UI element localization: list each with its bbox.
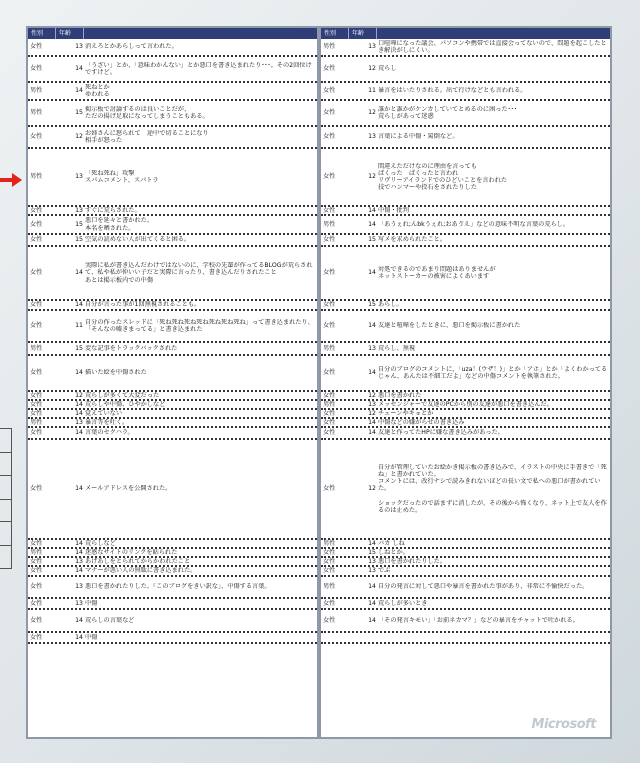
gender-cell: 女性 <box>30 599 43 607</box>
table-row <box>321 247 610 301</box>
age-cell: 14 <box>368 539 376 547</box>
comment-cell: メッセンジャーで友達のPCから別の友達が悪口を書き込んだ。 <box>378 400 553 408</box>
age-cell: 14 <box>75 269 83 277</box>
comment-cell: 「死ね死ね」攻撃 スパムコメント、スパトラ <box>85 169 159 184</box>
table-row <box>28 419 317 428</box>
age-cell: 14 <box>75 616 83 624</box>
age-cell: 14 <box>75 400 83 408</box>
age-cell: 13 <box>75 206 83 214</box>
header-gender: 性別 <box>28 28 56 39</box>
age-cell: 14 <box>368 583 376 591</box>
table-row <box>28 567 317 577</box>
table-row <box>321 392 610 401</box>
age-cell: 12 <box>75 133 83 141</box>
table-row <box>321 610 610 633</box>
gender-cell: 男性 <box>323 43 336 51</box>
gender-cell: 男性 <box>323 220 336 228</box>
gender-cell: 女性 <box>323 429 336 437</box>
comment-cell: 対処できるのであまり問題はありませんが ネットストーカーの被害によくあいます <box>378 265 496 280</box>
gender-cell: 女性 <box>323 109 336 117</box>
table-header <box>28 28 317 39</box>
comment-cell: お姉さんに怒られて 途中で切ることになり 相手が怒った <box>85 129 209 144</box>
comment-cell: 荒らし <box>378 65 397 73</box>
table-left-half <box>28 28 317 737</box>
gender-cell: 女性 <box>323 65 336 73</box>
table-row <box>28 149 317 207</box>
gender-cell: 男性 <box>30 87 43 95</box>
table-row <box>28 343 317 356</box>
comment-cell: 中傷などの嫌がらせの書き込み <box>378 418 465 426</box>
comment-cell: 自分の作ったスレッドに「死ね死ね死ね死ね死ね死ね死ね」って書き込まれたり、「そんなの嘘きまってる」と書き込まれた <box>85 318 314 333</box>
table-row <box>28 39 317 57</box>
table-right-half <box>321 28 610 737</box>
gender-cell: 女性 <box>323 409 336 417</box>
comment-cell: 変な記事をトラックバックされた <box>85 344 178 352</box>
comment-cell: あげあしをとられてからかわれたこと <box>85 557 191 565</box>
table-row <box>321 540 610 549</box>
table-row <box>321 127 610 149</box>
table-row <box>28 428 317 440</box>
comment-cell: 自分の発言に対して悪口や暴言を書かれた事があり、非常に不愉快だった。 <box>378 583 589 591</box>
table-row <box>28 633 317 644</box>
comment-cell: あらし。 <box>378 301 403 309</box>
age-cell: 13 <box>368 400 376 408</box>
gender-cell: 女性 <box>323 206 336 214</box>
table-row <box>28 101 317 127</box>
age-cell: 14 <box>368 322 376 330</box>
age-cell: 13 <box>75 43 83 51</box>
age-cell: 14 <box>75 87 83 95</box>
age-cell: 12 <box>368 409 376 417</box>
comment-cell: 自分のブログのコメントに、「uza！(ウザ！)」とか「アホ」とか「よくわかってるじゃん、あんたは不細工だよ」などの中傷コメントを執筆された。 <box>378 365 608 380</box>
table-row <box>321 558 610 567</box>
table-row <box>321 101 610 127</box>
table-row <box>321 633 610 644</box>
age-cell: 11 <box>368 87 376 95</box>
comment-cell: 写メを求められたこと。 <box>378 236 447 244</box>
age-cell: 12 <box>368 65 376 73</box>
gender-cell: 男性 <box>323 400 336 408</box>
age-cell: 12 <box>368 109 376 117</box>
gender-cell: 女性 <box>30 616 43 624</box>
gender-cell: 女性 <box>30 43 43 51</box>
comment-cell: 荒らしの言葉など <box>85 616 135 624</box>
survey-table <box>26 26 612 739</box>
gender-cell: 男性 <box>323 583 336 591</box>
comment-cell: 暴言等を吐く。 <box>85 418 129 426</box>
gender-cell: 女性 <box>30 583 43 591</box>
comment-cell: 実際に私が書き込んだわけではないのに、学校の先輩が作ってるBLOGが荒らされて、私や私が仲いい子だと実際に言ったり、書き込んだりされたこと あとは掲示板内での中傷 <box>85 262 313 284</box>
table-row <box>321 356 610 392</box>
comment-cell: 中傷・批判 <box>378 206 409 214</box>
comment-cell: 荒らしなど <box>85 539 116 547</box>
comment-cell: 自分が言った事が1回無視されることも。 <box>85 301 201 309</box>
table-row <box>28 301 317 311</box>
gender-cell: 男性 <box>30 109 43 117</box>
table-header <box>321 28 610 39</box>
table-row <box>321 57 610 83</box>
comment-cell: 死ねとか ゆわれる <box>85 83 110 98</box>
age-cell: 14 <box>75 485 83 493</box>
gender-cell: 男性 <box>323 539 336 547</box>
age-cell: 13 <box>75 418 83 426</box>
gender-cell: 女性 <box>323 616 336 624</box>
gender-cell: 女性 <box>323 391 336 399</box>
age-cell: 13 <box>75 557 83 565</box>
comment-cell: 暴言をはいたりされる。出て行けなどとも言われる。 <box>378 87 527 95</box>
age-cell: 12 <box>368 391 376 399</box>
comment-cell: 覚えていない <box>85 409 123 417</box>
comment-cell: 言葉による中傷・罵倒など。 <box>378 133 459 141</box>
comment-cell: 荒らし、無視 <box>378 344 416 352</box>
comment-cell: チェーンやキョとか <box>378 409 434 417</box>
table-row <box>321 301 610 311</box>
age-cell: 15 <box>368 301 376 309</box>
table-row <box>28 558 317 567</box>
age-cell: 14 <box>75 409 83 417</box>
gender-cell: 女性 <box>30 539 43 547</box>
gender-cell: 女性 <box>30 133 43 141</box>
table-row <box>321 599 610 610</box>
table-row <box>321 410 610 419</box>
table-row <box>321 235 610 247</box>
table-row <box>28 216 317 235</box>
age-cell: 14 <box>75 567 83 575</box>
age-cell: 13 <box>368 567 376 575</box>
table-row <box>28 356 317 392</box>
comment-cell: 友達と喧嘩をしたときに、悪口を掲示板に書かれた <box>378 322 521 330</box>
comment-cell: 「うざい」とか、「意味わかんない」とか悪口を書き込まれたり･･･。その2回位けですけど。 <box>85 61 312 76</box>
gender-cell: 女性 <box>30 485 43 493</box>
table-row <box>28 311 317 343</box>
age-cell: 13 <box>368 344 376 352</box>
header-text <box>377 28 610 39</box>
table-row <box>28 207 317 216</box>
table-row <box>28 440 317 540</box>
comment-cell: 自分が管理していたお絵かき掲示板の書き込みで、イラストの中央に手書きで「死ね」と書かれていた。 コメントには、改行ナシで読みきれないほどの長い文で私への悪口が書かれていた。 ショックだったので話まずに消したが、その後から怖くなり、ネット上で友人を作るのは止めた。 <box>378 463 607 514</box>
age-cell: 14 <box>368 369 376 377</box>
comment-cell: 悪口を書かれたりした。 <box>378 557 447 565</box>
gender-cell: 女性 <box>30 369 43 377</box>
comment-cell: マナーが悪い人の無駄に書き込まれた。 <box>85 567 197 575</box>
age-cell: 14 <box>368 599 376 607</box>
table-row <box>28 599 317 610</box>
age-cell: 14 <box>75 369 83 377</box>
table-row <box>321 343 610 356</box>
comment-cell: 迷惑なサイトのリンクを貼られた <box>85 548 178 556</box>
age-cell: 12 <box>368 173 376 181</box>
age-cell: 14 <box>75 65 83 73</box>
comment-cell: 悪口を書かれた <box>378 391 422 399</box>
gender-cell: 男性 <box>30 548 43 556</box>
gender-cell: 男性 <box>30 418 43 426</box>
comment-cell: でぶ <box>378 567 391 575</box>
gender-cell: 女性 <box>323 301 336 309</box>
age-cell: 15 <box>75 220 83 228</box>
microsoft-watermark: Microsoft <box>531 717 596 732</box>
age-cell: 13 <box>75 173 83 181</box>
age-cell: 14 <box>75 429 83 437</box>
age-cell: 14 <box>75 539 83 547</box>
header-gender: 性別 <box>321 28 349 39</box>
gender-cell: 女性 <box>30 65 43 73</box>
age-cell: 14 <box>368 418 376 426</box>
gender-cell: 女性 <box>30 236 43 244</box>
gender-cell: 女性 <box>30 429 43 437</box>
table-row <box>321 216 610 235</box>
table-row <box>321 149 610 207</box>
gender-cell: 女性 <box>323 599 336 607</box>
gender-cell: 女性 <box>30 206 43 214</box>
gender-cell: 女性 <box>323 236 336 244</box>
table-row <box>28 235 317 247</box>
comment-cell: 空気の読めない人が出てくると困る。 <box>85 236 191 244</box>
gender-cell: 女性 <box>30 391 43 399</box>
age-cell: 15 <box>75 236 83 244</box>
gender-cell: 女性 <box>323 133 336 141</box>
table-row <box>28 83 317 101</box>
age-cell: 15 <box>368 236 376 244</box>
gender-cell: 女性 <box>30 557 43 565</box>
comment-cell: メールアドレスを公開された。 <box>85 485 172 493</box>
gender-cell: 女性 <box>30 301 43 309</box>
age-cell: 14 <box>75 633 83 641</box>
gender-cell: 女性 <box>30 220 43 228</box>
gender-cell: 女性 <box>323 87 336 95</box>
gender-cell: 女性 <box>323 269 336 277</box>
comment-cell: すぐに荒らされた。 <box>85 206 141 214</box>
table-row <box>321 419 610 428</box>
comment-cell: 「あうぇれ;んbkうぇれ;おあゔえ」などの意味不明な言葉の荒らし。 <box>378 220 570 228</box>
age-cell: 12 <box>368 485 376 493</box>
age-cell: 12 <box>75 391 83 399</box>
age-cell: 15 <box>75 109 83 117</box>
age-cell: 13 <box>368 133 376 141</box>
age-cell: 14 <box>368 220 376 228</box>
comment-cell: 言葉のセクハラ。 <box>85 429 134 437</box>
gender-cell: 女性 <box>323 567 336 575</box>
gender-cell: 女性 <box>30 409 43 417</box>
age-cell: 14 <box>75 301 83 309</box>
table-row <box>28 540 317 549</box>
age-cell: 15 <box>75 344 83 352</box>
table-row <box>321 428 610 440</box>
table-row <box>321 207 610 216</box>
age-cell: 13 <box>75 599 83 607</box>
comment-cell: バカ しね <box>378 539 405 547</box>
gender-cell: 男性 <box>30 173 43 181</box>
gender-cell: 女性 <box>323 418 336 426</box>
table-row <box>321 83 610 101</box>
table-row <box>321 549 610 558</box>
red-arrow-icon <box>0 173 22 187</box>
table-row <box>28 127 317 149</box>
age-cell: 13 <box>75 583 83 591</box>
comment-cell: 荒らしが多くて大変だった <box>85 391 160 399</box>
comment-cell: 描いた絵を中傷された <box>85 369 147 377</box>
table-row <box>321 311 610 343</box>
comment-cell: 掲示板で討論するのは良いことだが、 ただの揚げ足取になってしまうこともある。 <box>85 105 209 120</box>
comment-cell: 悪口を書かれたりした。『このブログをきい訳な」、中傷する言葉。 <box>85 583 271 591</box>
comment-cell: 中傷 <box>85 599 98 607</box>
comment-cell: 友達と作ってたHPに嫌な書き込みがあった。 <box>378 429 504 437</box>
table-row <box>321 567 610 577</box>
gender-cell: 女性 <box>30 269 43 277</box>
comment-cell: 誰かと誰かがケンカしていてとめるのに困った･･･ 荒らしがあって迷惑 <box>378 105 517 120</box>
table-row <box>321 39 610 57</box>
gender-cell: 女性 <box>323 485 336 493</box>
table-row <box>28 410 317 419</box>
header-age: 年齢 <box>56 28 84 39</box>
comment-cell: しねとか。 <box>378 548 409 556</box>
comment-cell: 荒らしや中傷、ひやかしなど <box>85 400 166 408</box>
gender-cell: 女性 <box>323 548 336 556</box>
gender-cell: 女性 <box>323 369 336 377</box>
table-row <box>321 440 610 540</box>
comment-cell: 消えろとかあらしって言われた。 <box>85 43 178 51</box>
header-age: 年齢 <box>349 28 377 39</box>
gender-cell: 男性 <box>30 344 43 352</box>
table-row <box>321 401 610 410</box>
table-row <box>28 57 317 83</box>
age-cell: 14 <box>368 616 376 624</box>
header-text <box>84 28 317 39</box>
age-cell: 14 <box>368 269 376 277</box>
age-cell: 14 <box>368 429 376 437</box>
table-row <box>28 392 317 401</box>
comment-cell: 「その発言キモい」「お前ネカマ？」などの暴言をチャットで吐かれる。 <box>378 616 579 624</box>
age-cell: 14 <box>368 206 376 214</box>
comment-cell: 間違えただけなのに理由を言っても ばくった ぱくったと言われ リヴリーアイランドでのひどいことを言われた 技でハンマーや投石をされたりした <box>378 162 508 192</box>
gender-cell: 男性 <box>323 344 336 352</box>
comment-cell: 荒らしが多いとき <box>378 599 428 607</box>
age-cell: 13 <box>368 43 376 51</box>
comment-cell: 中傷 <box>85 633 98 641</box>
table-row <box>321 577 610 599</box>
age-cell: 14 <box>75 548 83 556</box>
gender-cell: 女性 <box>30 567 43 575</box>
comment-cell: 口喧嘩になった議会、パソコンや携帯では直接会ってないので、問題を起こしたとき解決がしにくい。 <box>378 39 607 54</box>
table-row <box>28 247 317 301</box>
age-cell: 11 <box>75 322 83 330</box>
age-cell: 15 <box>368 548 376 556</box>
gender-cell: 女性 <box>323 557 336 565</box>
gender-cell: 女性 <box>30 322 43 330</box>
gender-cell: 女性 <box>323 173 336 181</box>
comment-cell: 悪口を延々と書かれた。 本名を晒された。 <box>85 217 154 232</box>
age-cell: 13 <box>368 557 376 565</box>
gender-cell: 女性 <box>30 633 43 641</box>
table-row <box>28 610 317 633</box>
gender-cell: 女性 <box>323 322 336 330</box>
gender-cell: 女性 <box>30 400 43 408</box>
table-row <box>28 577 317 599</box>
table-row <box>28 549 317 558</box>
table-row <box>28 401 317 410</box>
